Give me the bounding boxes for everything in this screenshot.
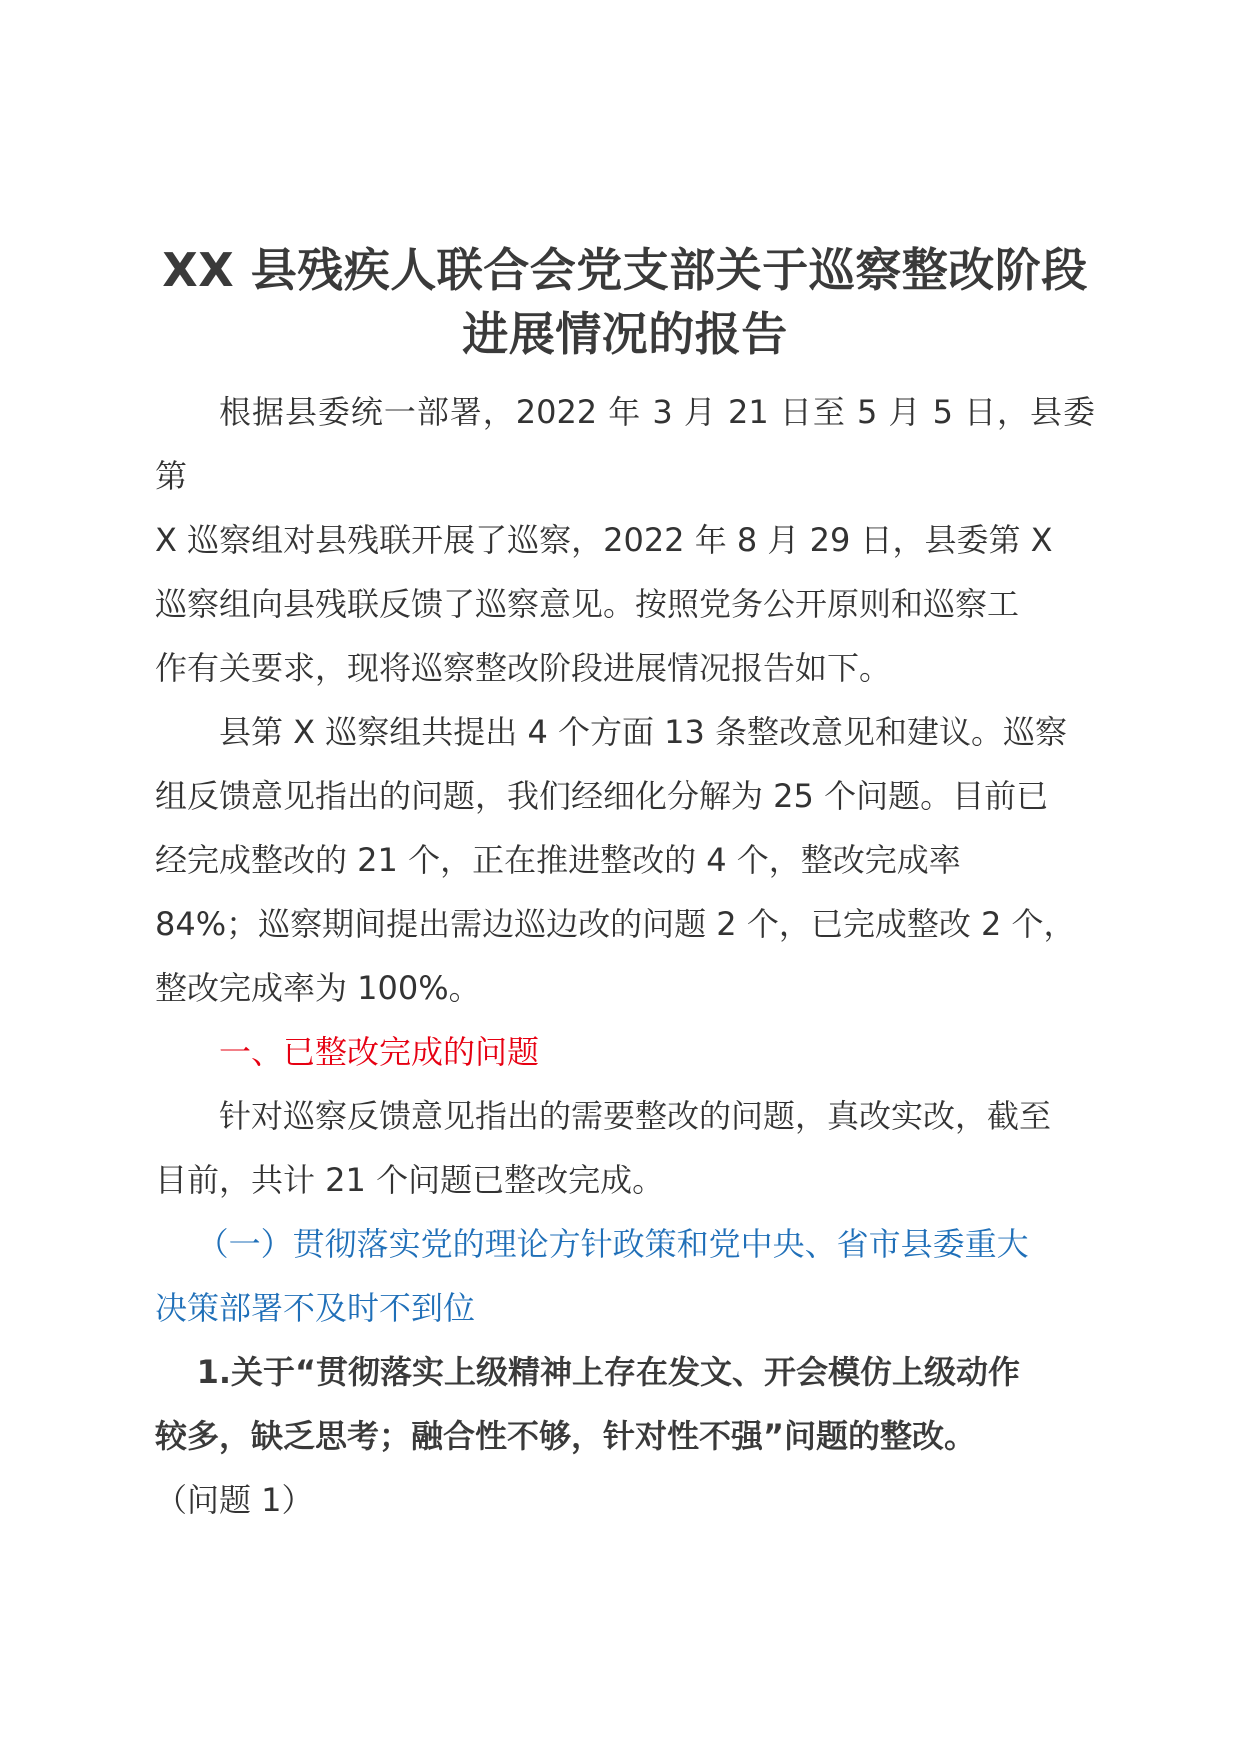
text-line: 目前，共计 21 个问题已整改完成。 (155, 1161, 665, 1199)
section-paragraph (155, 1084, 1095, 1212)
text-line: 组反馈意见指出的问题，我们经细化分解为 25 个问题。目前已 (155, 777, 1049, 815)
text-line: X 巡察组对县残联开展了巡察，2022 年 8 月 29 日，县委第 X (155, 521, 1053, 559)
text-line: 决策部署不及时不到位 (155, 1289, 476, 1327)
title-line: XX 县残疾人联合会党支部关于巡察整改阶段 (162, 243, 1088, 297)
text-line: 整改完成率为 100%。 (155, 969, 481, 1007)
text-line: 作有关要求，现将巡察整改阶段进展情况报告如下。 (155, 649, 892, 687)
item-note: （问题 1） (155, 1481, 314, 1519)
text-line: （一）贯彻落实党的理论方针政策和党中央、省市县委重大 (196, 1225, 1029, 1263)
text-line: 巡察组向县残联反馈了巡察意见。按照党务公开原则和巡察工 (155, 585, 1020, 623)
text-line: 1.关于“贯彻落实上级精神上存在发文、开会模仿上级动作 (196, 1353, 1021, 1391)
summary-paragraph (155, 700, 1095, 1020)
subsection-heading (155, 1212, 1095, 1340)
text-line: 县第 X 巡察组共提出 4 个方面 13 条整改意见和建议。巡察 (219, 713, 1068, 751)
section-heading: 一、已整改完成的问题 (219, 1033, 540, 1071)
text-line: 针对巡察反馈意见指出的需要整改的问题，真改实改，截至 (219, 1097, 1052, 1135)
text-line: 较多，缺乏思考；融合性不够，针对性不强”问题的整改。 (155, 1417, 977, 1455)
page-title (155, 238, 1095, 366)
document-page (155, 238, 1095, 1532)
title-line: 进展情况的报告 (462, 307, 788, 361)
text-line: 经完成整改的 21 个，正在推进整改的 4 个，整改完成率 (155, 841, 961, 879)
text-line: 84%；巡察期间提出需边巡边改的问题 2 个，已完成整改 2 个， (155, 905, 1076, 943)
intro-paragraph (155, 380, 1095, 700)
text-line: 根据县委统一部署，2022 年 3 月 21 日至 5 月 5 日，县委第 (155, 393, 1095, 495)
item-heading (155, 1340, 1095, 1468)
